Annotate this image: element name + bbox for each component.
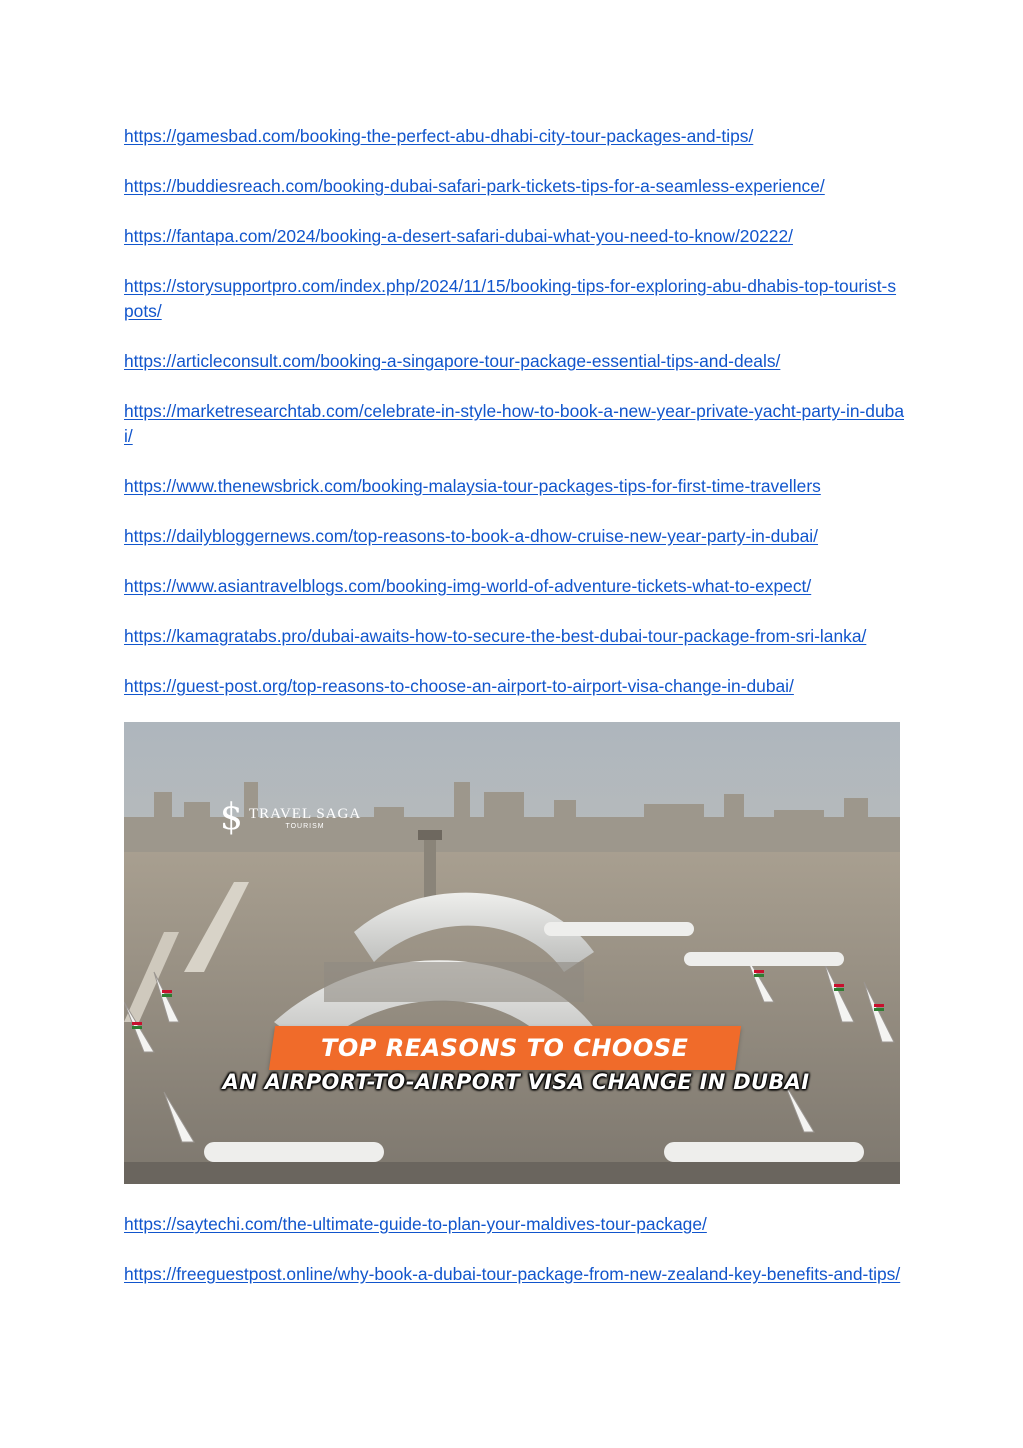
- list-item: [124, 1212, 904, 1237]
- link-2[interactable]: https://buddiesreach.com/booking-dubai-safari-park-tickets-tips-for-a-seamless-experience/: [124, 176, 825, 196]
- travel-saga-logo: [220, 797, 362, 838]
- list-item: [124, 674, 904, 699]
- list-item: [124, 574, 904, 599]
- link-12[interactable]: https://saytechi.com/the-ultimate-guide-to-plan-your-maldives-tour-package/: [124, 1214, 707, 1234]
- link-6[interactable]: https://marketresearchtab.com/celebrate-in-style-how-to-book-a-new-year-private-yacht-party-in-dubai/: [124, 401, 904, 446]
- link-11[interactable]: https://guest-post.org/top-reasons-to-choose-an-airport-to-airport-visa-change-in-dubai/: [124, 676, 794, 696]
- link-1[interactable]: https://gamesbad.com/booking-the-perfect-abu-dhabi-city-tour-packages-and-tips/: [124, 126, 754, 146]
- link-10[interactable]: https://kamagratabs.pro/dubai-awaits-how-to-secure-the-best-dubai-tour-package-from-sri-lanka/: [124, 626, 867, 646]
- link-list-top: [124, 124, 904, 699]
- list-item: [124, 474, 904, 499]
- list-item: [124, 524, 904, 549]
- list-item: [124, 174, 904, 199]
- logo-icon: $: [220, 797, 243, 838]
- link-9[interactable]: https://www.asiantravelblogs.com/booking-img-world-of-adventure-tickets-what-to-expect/: [124, 576, 812, 596]
- list-item: [124, 1262, 904, 1287]
- banner-subheadline: AN AIRPORT-TO-AIRPORT VISA CHANGE IN DUBAI: [222, 1070, 810, 1094]
- list-item: [124, 224, 904, 249]
- list-item: [124, 124, 904, 149]
- headline-ribbon: [269, 1026, 741, 1070]
- list-item: [124, 349, 904, 374]
- logo-subtitle: TOURISM: [285, 823, 325, 830]
- link-5[interactable]: https://articleconsult.com/booking-a-singapore-tour-package-essential-tips-and-deals/: [124, 351, 781, 371]
- list-item: [124, 274, 904, 324]
- link-list-bottom: [124, 1212, 904, 1287]
- list-item: [124, 399, 904, 449]
- link-7[interactable]: https://www.thenewsbrick.com/booking-malaysia-tour-packages-tips-for-first-time-travellers: [124, 476, 821, 496]
- logo-name: TRAVEL SAGA: [248, 806, 362, 822]
- list-item: [124, 624, 904, 649]
- link-3[interactable]: https://fantapa.com/2024/booking-a-desert-safari-dubai-what-you-need-to-know/20222/: [124, 226, 793, 246]
- link-8[interactable]: https://dailybloggernews.com/top-reasons-to-book-a-dhow-cruise-new-year-party-in-dubai/: [124, 526, 819, 546]
- banner-image: [124, 722, 900, 1184]
- link-13[interactable]: https://freeguestpost.online/why-book-a-dubai-tour-package-from-new-zealand-key-benefits-and-tips/: [124, 1264, 901, 1284]
- link-4[interactable]: https://storysupportpro.com/index.php/2024/11/15/booking-tips-for-exploring-abu-dhabis-top-tourist-spots/: [124, 276, 897, 321]
- airport-scene: [124, 722, 900, 1184]
- banner-headline: TOP REASONS TO CHOOSE: [321, 1034, 689, 1062]
